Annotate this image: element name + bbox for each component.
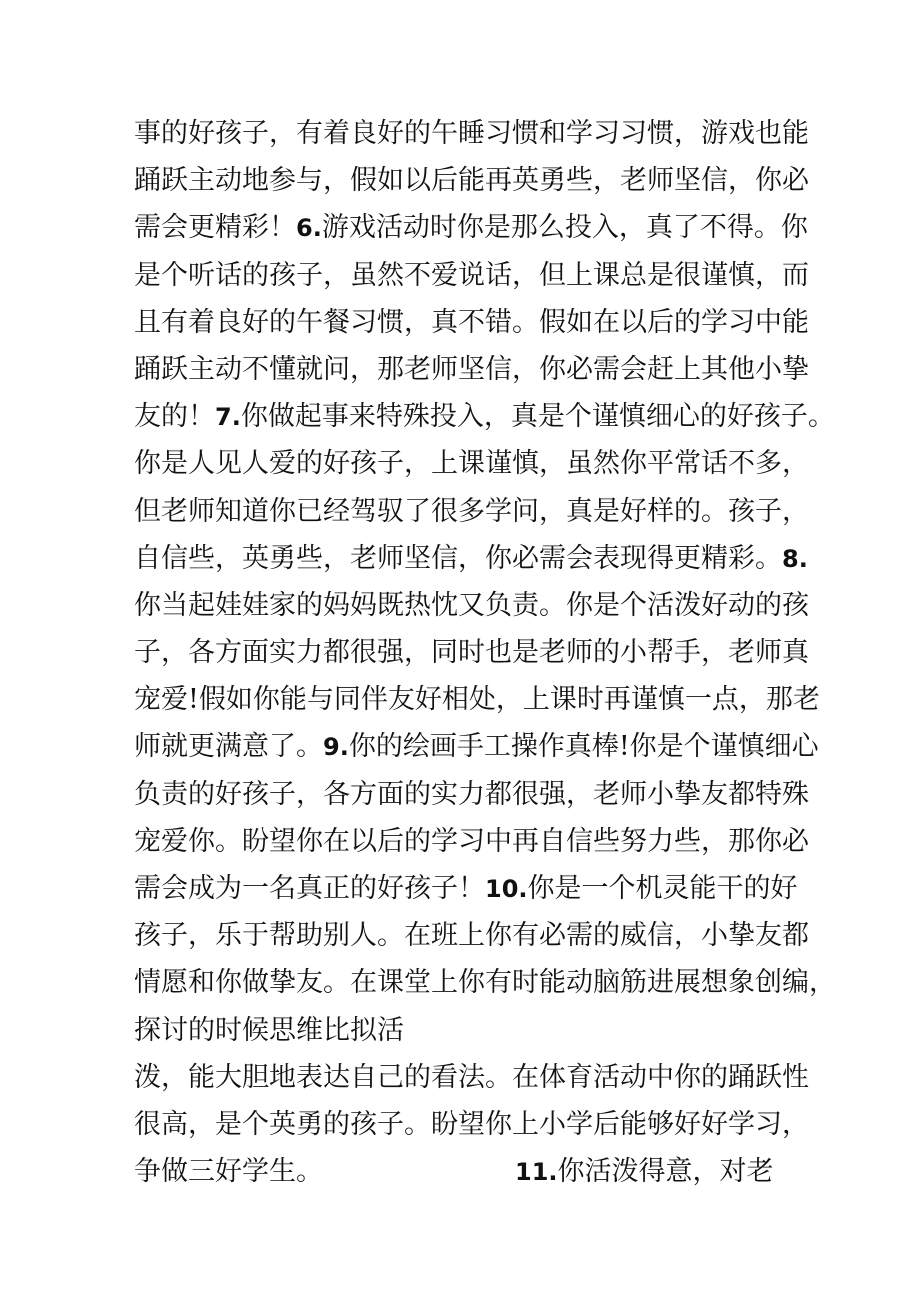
text-line: [134, 252, 814, 299]
item-number: 7.: [215, 403, 241, 432]
text-segment: 你是一个机灵能干的好: [527, 873, 798, 904]
text-segment: 子，各方面实力都很强，同时也是老师的小帮手，老师真: [134, 637, 809, 669]
text-segment: 探讨的时候思维比拟活: [134, 1014, 404, 1046]
item-number: 6.: [296, 214, 322, 243]
text-segment: 且有着良好的午餐习惯，真不错。假如在以后的学习中能: [134, 306, 809, 338]
text-line: [134, 204, 814, 251]
text-line: [134, 582, 814, 629]
text-line: [134, 676, 820, 723]
text-segment: 事的好孩子，有着良好的午睡习惯和学习习惯，游戏也能: [134, 118, 809, 149]
text-line: [134, 723, 819, 770]
body-text: [134, 110, 836, 1195]
text-line: [134, 157, 814, 204]
text-segment: 负责的好孩子，各方面的实力都很强，老师小挚友都特殊: [134, 778, 809, 810]
text-segment: 踊跃主动地参与，假如以后能再英勇些，老师坚信，你必: [134, 165, 809, 197]
text-segment: 孩子，乐于帮助别人。在班上你有必需的威信，小挚友都: [134, 920, 809, 952]
text-segment: 需会成为一名真正的好孩子！: [134, 873, 485, 904]
text-segment: 是个听话的孩子，虽然不爱说话，但上课总是很谨慎，而: [134, 259, 809, 291]
text-segment: 泼，能大胆地表达自己的看法。在体育活动中你的踊跃性: [134, 1061, 809, 1093]
text-line: [134, 1148, 814, 1195]
text-line: [134, 771, 814, 818]
text-segment: 你做起事来特殊投入，真是个谨慎细心的好孩子。: [240, 401, 835, 433]
text-line: [134, 959, 836, 1006]
text-line: [134, 1101, 814, 1148]
text-segment: 你当起娃娃家的妈妈既热忱又负责。你是个活泼好动的孩: [134, 589, 809, 621]
item-number: 11.: [515, 1158, 558, 1187]
text-line: [134, 110, 814, 157]
text-line: [134, 1054, 814, 1101]
text-segment: 友的！: [134, 401, 215, 433]
text-segment: 你活泼得意，对老: [557, 1156, 774, 1188]
text-segment: 自信些，英勇些，老师坚信，你必需会表现得更精彩。: [134, 542, 782, 574]
text-segment: 宠爱你。盼望你在以后的学习中再自信些努力些，那你必: [134, 825, 809, 857]
text-line: [134, 393, 835, 440]
text-segment: 争做三好学生。: [134, 1156, 323, 1188]
text-line: [134, 912, 814, 959]
text-line: [134, 488, 814, 535]
text-segment: 很高，是个英勇的孩子。盼望你上小学后能够好好学习，: [134, 1108, 809, 1140]
text-segment: 情愿和你做挚友。在课堂上你有时能动脑筋进展想象创编，: [134, 967, 836, 999]
text-segment: 你是人见人爱的好孩子，上课谨慎，虽然你平常话不多，: [134, 448, 809, 480]
text-line: [134, 535, 814, 582]
text-line: [134, 629, 814, 676]
text-segment: 师就更满意了。: [134, 731, 323, 763]
text-segment: 宠爱!假如你能与同伴友好相处，上课时再谨慎一点，那老: [134, 684, 820, 716]
text-segment: 你的绘画手工操作真棒!你是个谨慎细心: [348, 731, 819, 763]
text-segment: 但老师知道你已经驾驭了很多学问，真是好样的。孩子，: [134, 495, 809, 527]
text-line: [134, 1007, 814, 1054]
item-number: 10.: [485, 875, 528, 903]
text-segment: 游戏活动时你是那么投入，真了不得。你: [321, 212, 808, 244]
text-line: [134, 299, 814, 346]
text-line: [134, 865, 814, 912]
text-segment: 踊跃主动不懂就问，那老师坚信，你必需会赶上其他小挚: [134, 353, 809, 385]
text-line: [134, 818, 814, 865]
text-line: [134, 346, 814, 393]
item-number: 9.: [323, 733, 349, 762]
item-number: 8.: [782, 544, 808, 573]
text-line: [134, 440, 814, 487]
text-segment: 需会更精彩！: [134, 212, 296, 244]
